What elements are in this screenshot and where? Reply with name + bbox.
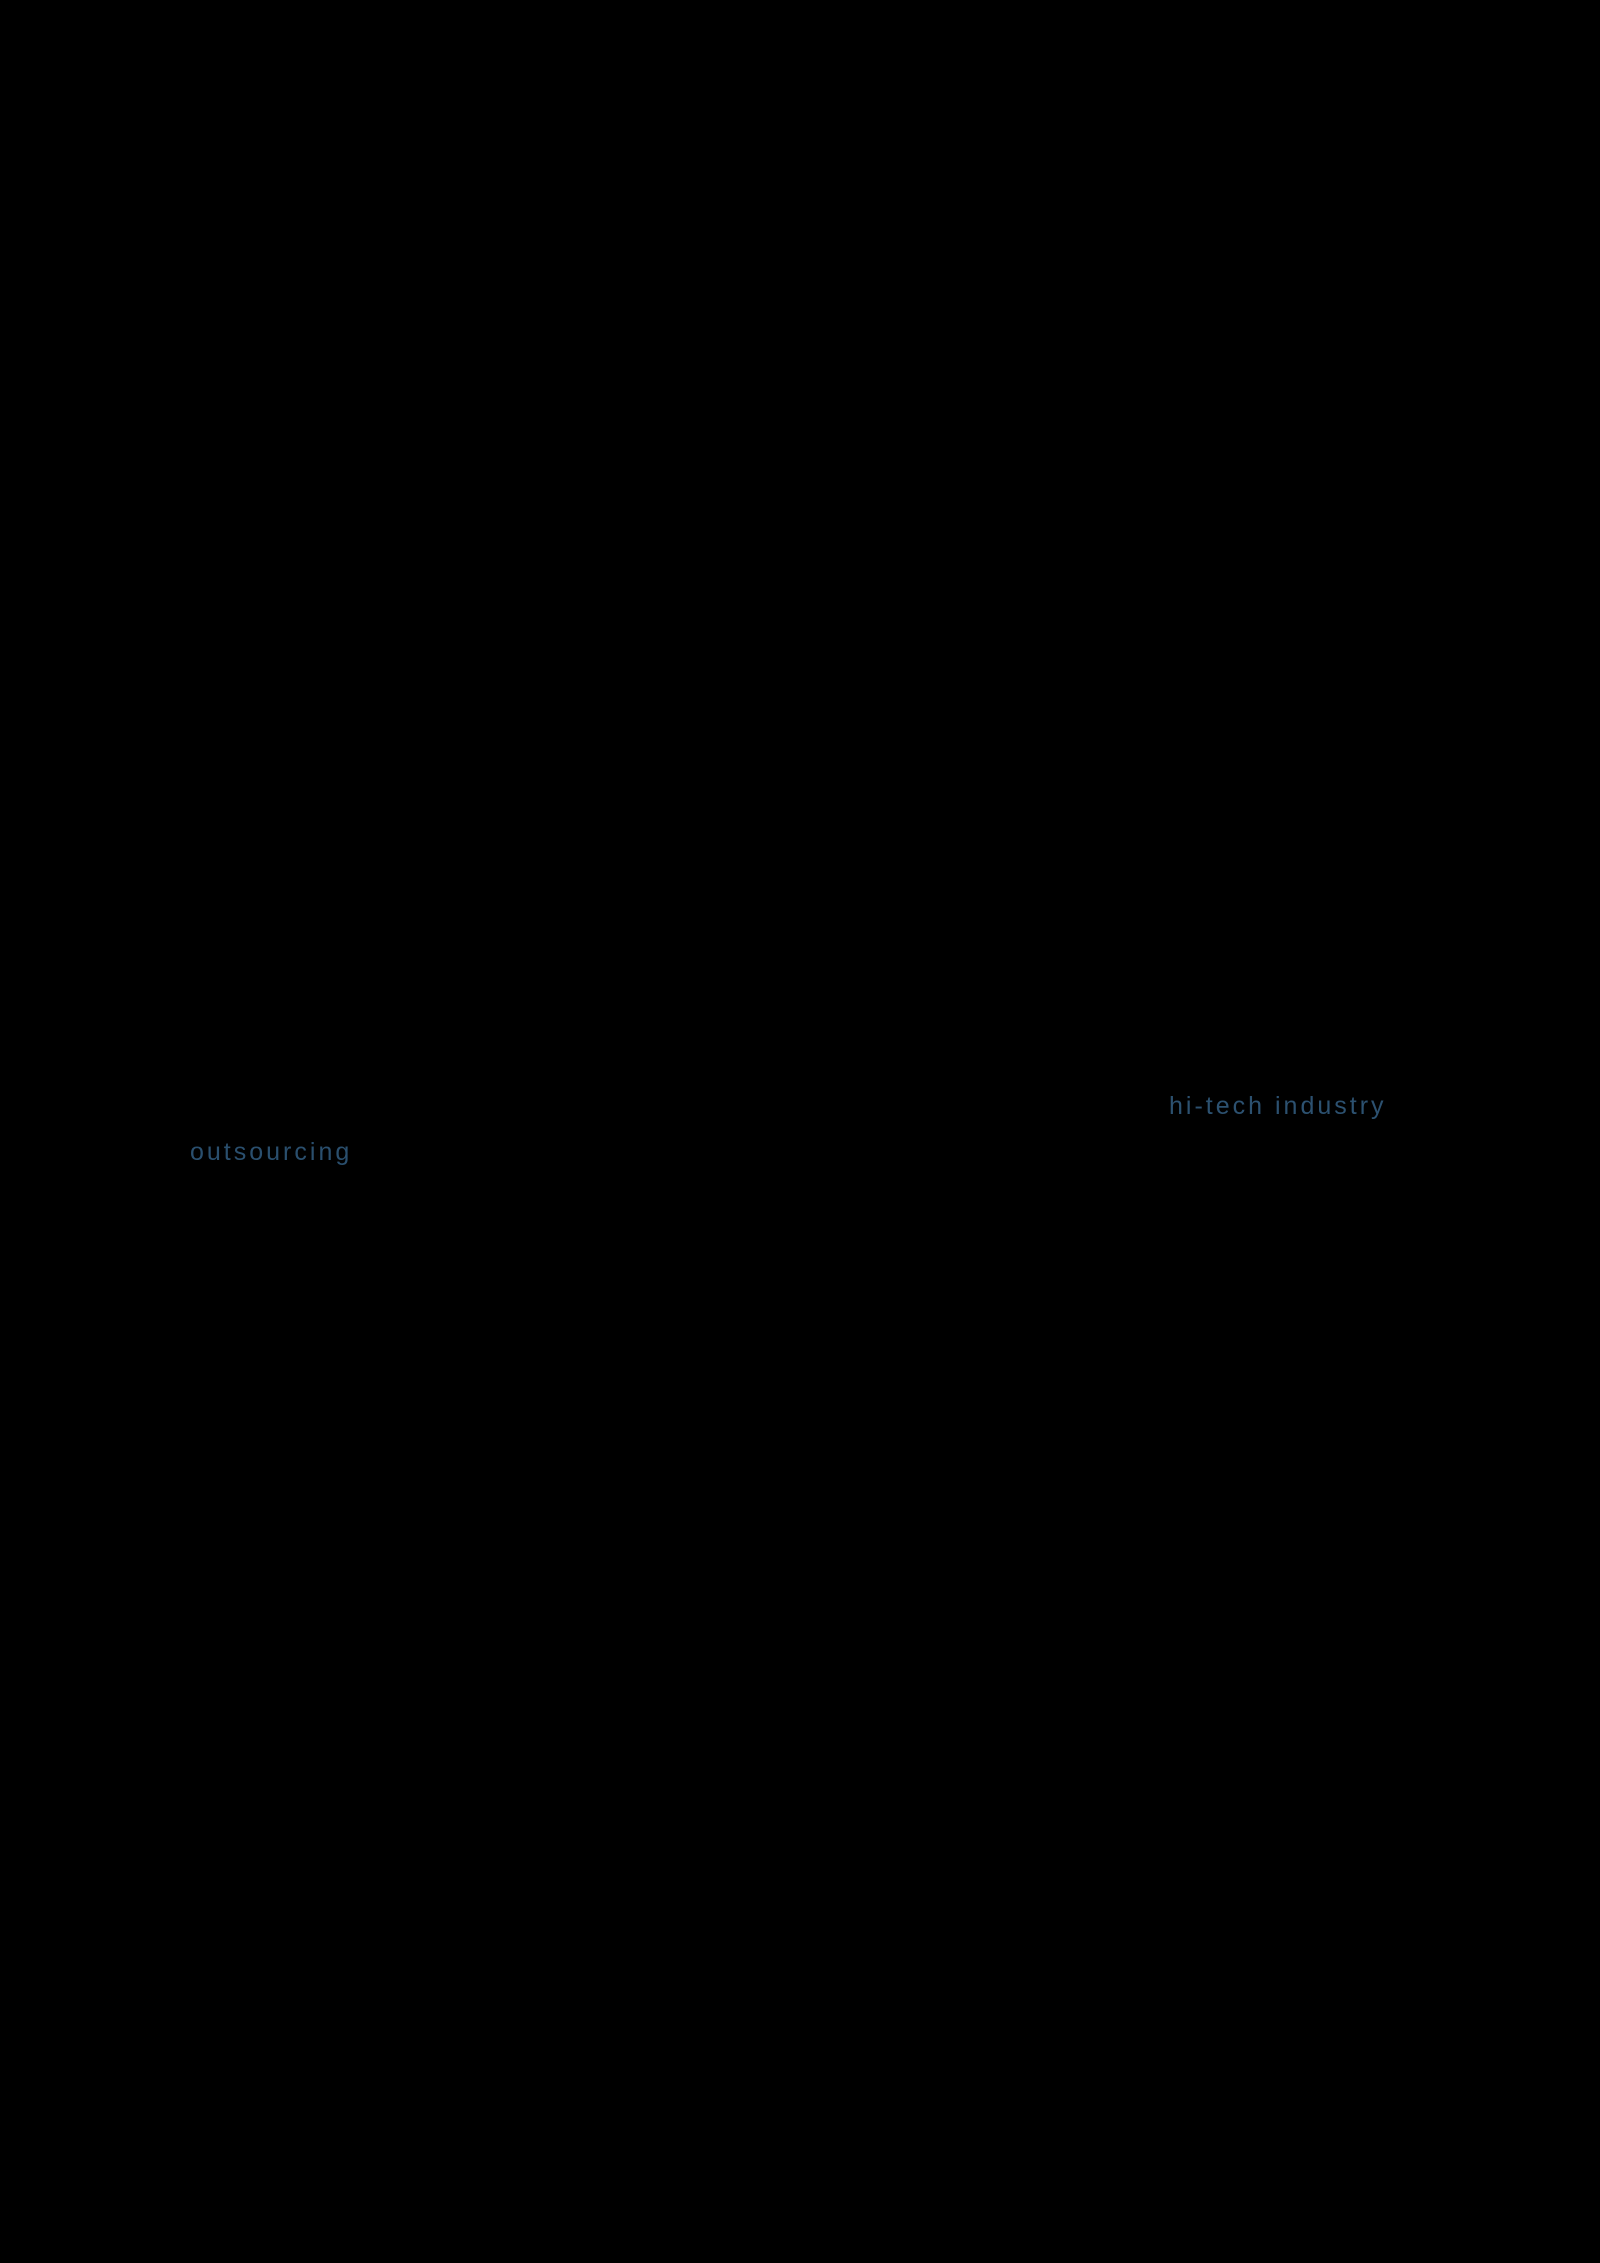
word-outsourcing: outsourcing bbox=[190, 1138, 353, 1166]
word-hi-tech-industry: hi-tech industry bbox=[1169, 1092, 1387, 1120]
